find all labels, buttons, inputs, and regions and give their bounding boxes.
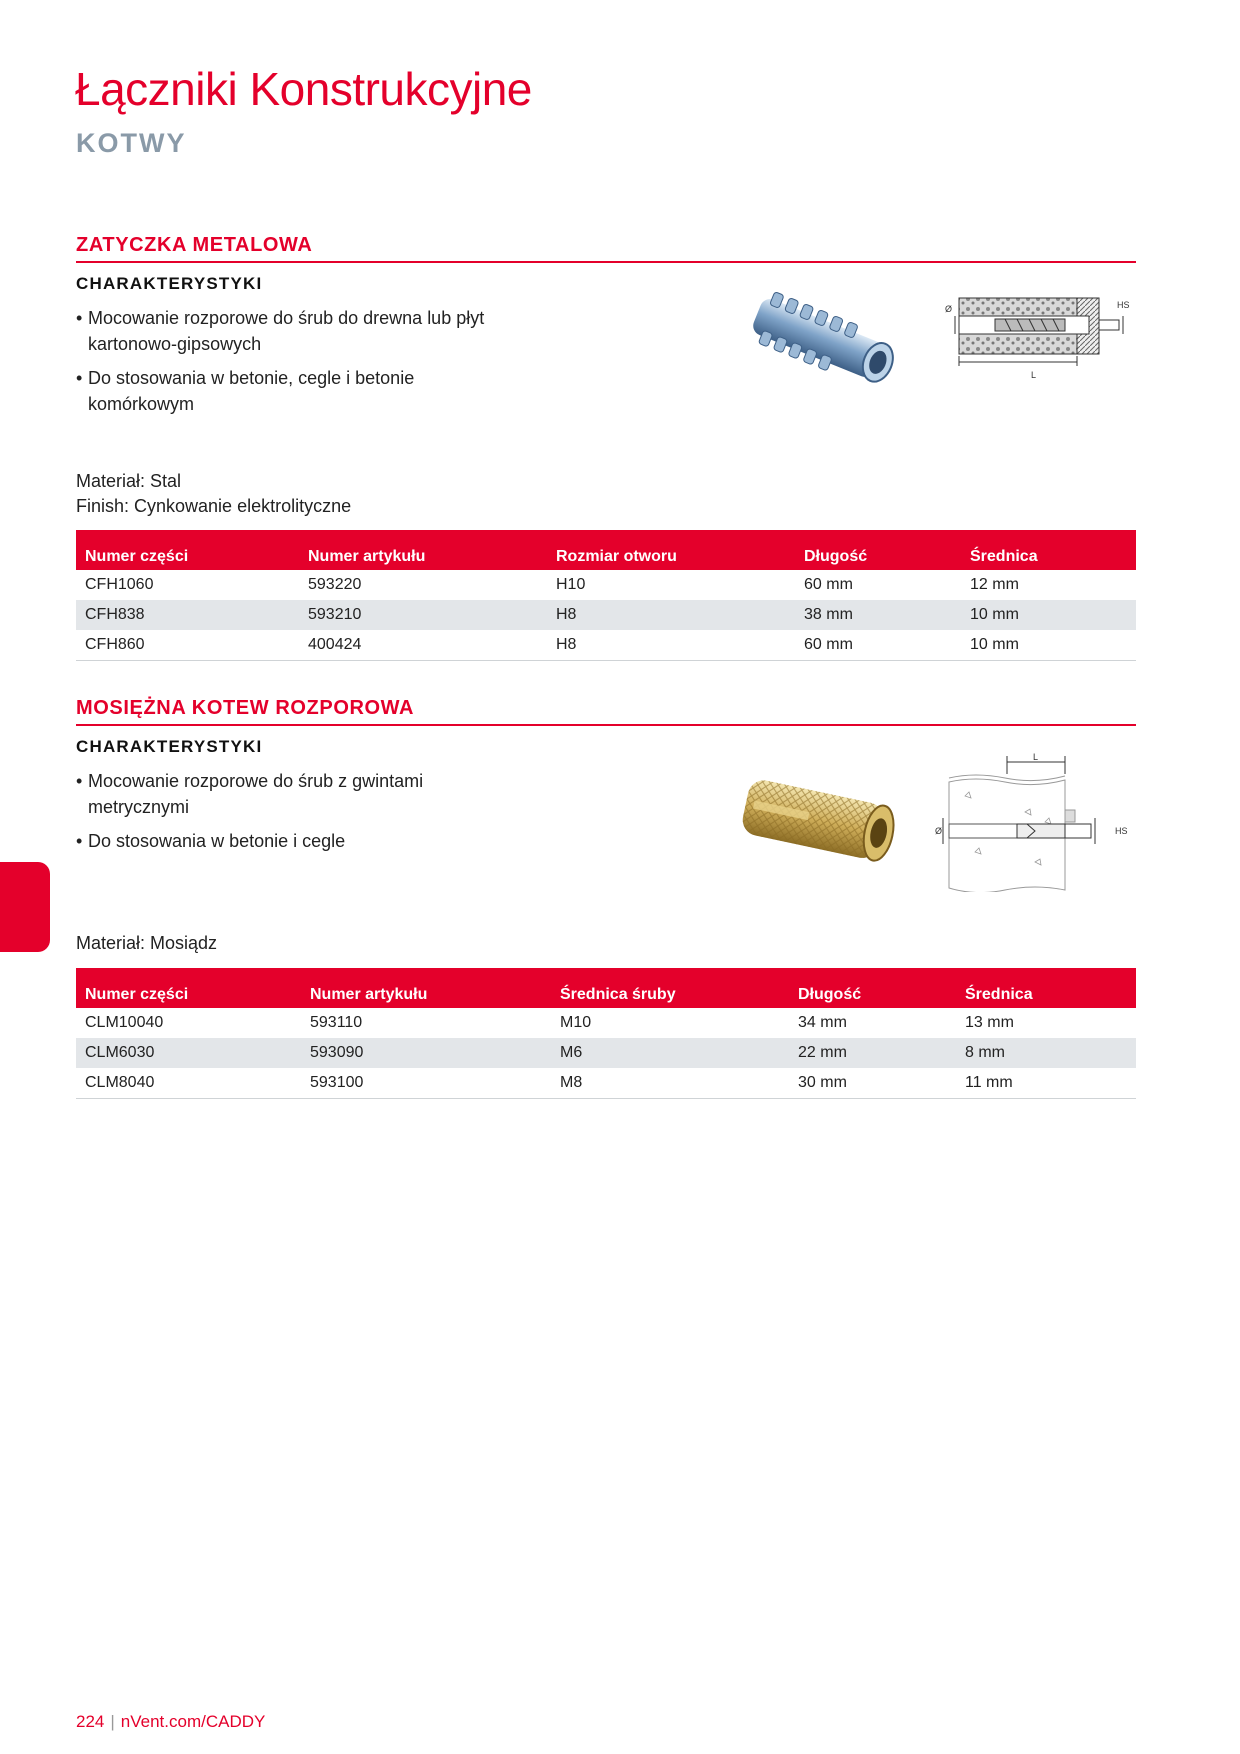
cell-hole-size: H8 bbox=[547, 630, 795, 661]
cell-article-number: 593220 bbox=[308, 576, 362, 593]
cell-article-number: 593090 bbox=[301, 1038, 551, 1068]
cell-screw-diameter: M6 bbox=[551, 1038, 789, 1068]
cell-article-number: 593110 bbox=[310, 1014, 363, 1031]
cell-length: 30 mm bbox=[789, 1068, 956, 1099]
list-item: • Do stosowania w betonie i cegle bbox=[76, 828, 516, 854]
column-header: Numer części bbox=[76, 530, 299, 570]
table-row bbox=[76, 600, 1136, 630]
length-label: L bbox=[1033, 752, 1039, 762]
table-row bbox=[76, 1068, 1136, 1099]
cell-diameter: 12 mm bbox=[970, 576, 1019, 593]
material-text: Materiał: Stal bbox=[76, 471, 182, 491]
column-header: Średnica bbox=[961, 530, 1136, 570]
column-header: Średnica śruby bbox=[551, 968, 789, 1008]
characteristics-list bbox=[76, 768, 516, 862]
column-header: Średnica bbox=[956, 968, 1136, 1008]
column-header: Numer artykułu bbox=[299, 530, 547, 570]
length-label: L bbox=[1031, 370, 1037, 380]
page-subtitle: KOTWY bbox=[76, 128, 187, 158]
cell-article-number: 593210 bbox=[299, 600, 547, 630]
hs-label: HS bbox=[1117, 300, 1130, 310]
footer-separator: | bbox=[110, 1712, 115, 1731]
cell-length: 34 mm bbox=[798, 1014, 847, 1031]
section-title-zatyczka: ZATYCZKA METALOWA bbox=[76, 234, 313, 256]
hs-label: HS bbox=[1115, 826, 1128, 836]
cell-length: 38 mm bbox=[795, 600, 961, 630]
cell-part-number: CFH860 bbox=[76, 630, 299, 661]
footer-link[interactable]: nVent.com/CADDY bbox=[120, 1712, 266, 1731]
metal-plug-installation-diagram bbox=[935, 296, 1135, 382]
cell-article-number: 400424 bbox=[299, 630, 547, 661]
characteristics-list bbox=[76, 305, 516, 425]
cell-screw-diameter: M10 bbox=[560, 1014, 592, 1031]
diameter-label: Ø bbox=[945, 304, 953, 314]
section-title-mosiezna-kotew: MOSIĘŻNA KOTEW ROZPOROWA bbox=[76, 697, 415, 719]
table-row bbox=[76, 1008, 1136, 1038]
cell-diameter: 11 mm bbox=[956, 1068, 1136, 1099]
column-header: Długość bbox=[795, 530, 961, 570]
cell-diameter: 8 mm bbox=[956, 1038, 1136, 1068]
column-header: Numer artykułu bbox=[301, 968, 551, 1008]
cell-length: 60 mm bbox=[795, 630, 961, 661]
list-item: • Mocowanie rozporowe do śrub do drewna lub płyt kartonowo-gipsowych bbox=[76, 305, 516, 357]
section-divider bbox=[76, 724, 1136, 726]
characteristics-heading: CHARAKTERYSTYKI bbox=[76, 274, 263, 293]
brass-anchor-product-image bbox=[732, 770, 902, 870]
cell-diameter: 10 mm bbox=[961, 630, 1136, 661]
table-row bbox=[76, 570, 1136, 600]
page-title: Łączniki Konstrukcyjne bbox=[75, 63, 532, 115]
cell-screw-diameter: M8 bbox=[551, 1068, 789, 1099]
cell-length: 60 mm bbox=[804, 576, 853, 593]
cell-diameter: 13 mm bbox=[965, 1014, 1014, 1031]
column-header: Długość bbox=[789, 968, 956, 1008]
table-header-row bbox=[76, 968, 1136, 1008]
characteristics-heading: CHARAKTERYSTYKI bbox=[76, 737, 263, 756]
finish-text: Finish: Cynkowanie elektrolityczne bbox=[76, 496, 352, 516]
spec-table-mosiezna-kotew bbox=[76, 968, 1136, 1099]
metal-plug-product-image bbox=[740, 288, 910, 394]
cell-part-number: CFH838 bbox=[76, 600, 299, 630]
table-row bbox=[76, 630, 1136, 661]
chapter-tab-marker bbox=[0, 862, 50, 952]
cell-hole-size: H8 bbox=[547, 600, 795, 630]
cell-length: 22 mm bbox=[789, 1038, 956, 1068]
section-divider bbox=[76, 261, 1136, 263]
table-row bbox=[76, 1038, 1136, 1068]
material-text: Materiał: Mosiądz bbox=[76, 933, 218, 953]
cell-part-number: CLM8040 bbox=[76, 1068, 301, 1099]
diameter-label: Ø bbox=[935, 826, 943, 836]
cell-part-number: CLM6030 bbox=[76, 1038, 301, 1068]
cell-article-number: 593100 bbox=[301, 1068, 551, 1099]
cell-part-number: CFH1060 bbox=[85, 576, 154, 593]
page-number: 224 bbox=[76, 1712, 105, 1731]
list-item: • Do stosowania w betonie, cegle i betonie komórkowym bbox=[76, 365, 516, 417]
column-header: Numer części bbox=[76, 968, 301, 1008]
column-header: Rozmiar otworu bbox=[547, 530, 795, 570]
list-item: • Mocowanie rozporowe do śrub z gwintami metrycznymi bbox=[76, 768, 516, 820]
page-footer bbox=[76, 1712, 265, 1732]
spec-table-zatyczka bbox=[76, 530, 1136, 661]
cell-part-number: CLM10040 bbox=[85, 1014, 164, 1031]
cell-hole-size: H10 bbox=[556, 576, 586, 593]
brass-anchor-installation-diagram bbox=[935, 752, 1135, 892]
table-header-row bbox=[76, 530, 1136, 570]
cell-diameter: 10 mm bbox=[961, 600, 1136, 630]
